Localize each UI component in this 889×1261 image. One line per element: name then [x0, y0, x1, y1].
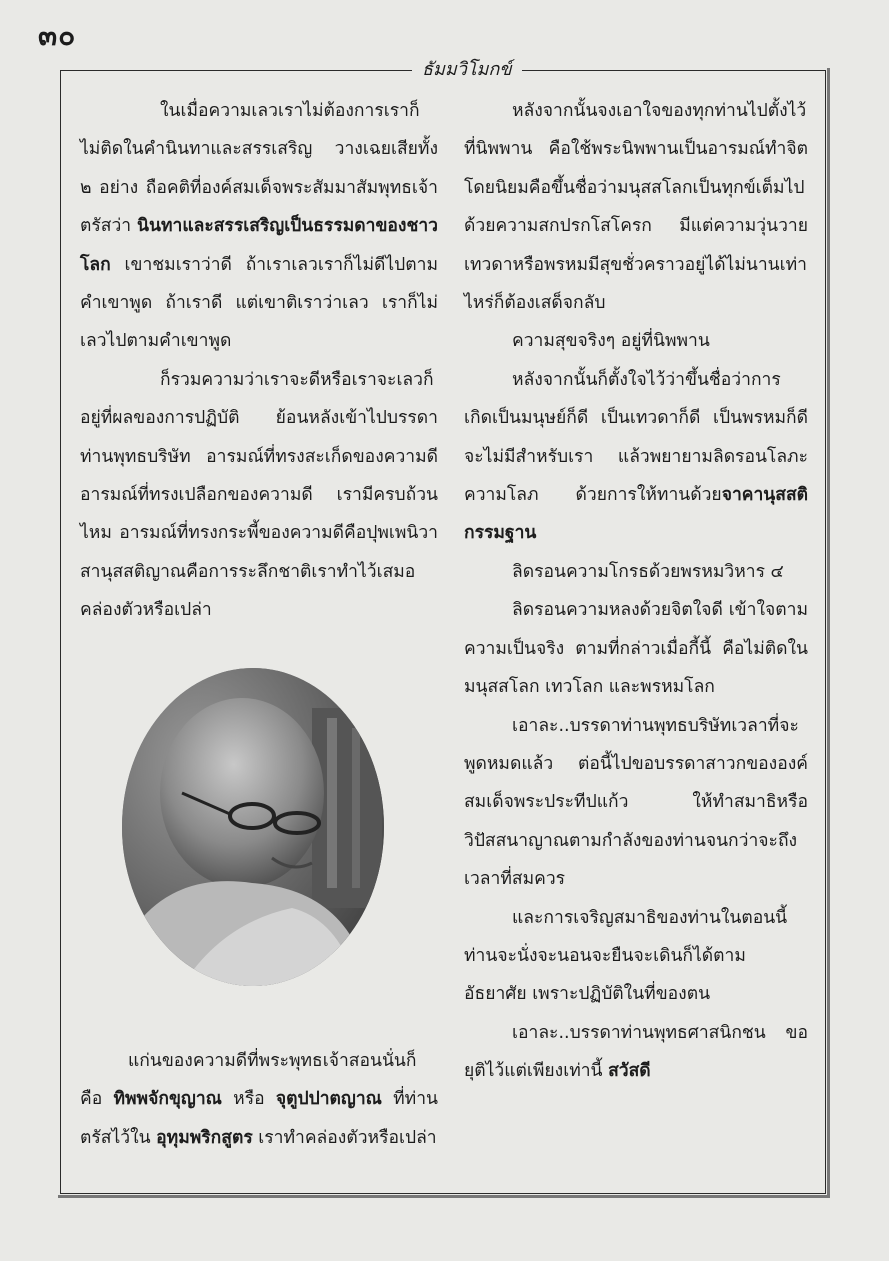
left-paragraph-1: ในเมื่อความเลวเราไม่ต้องการเราก็ไม่ติดในคำนินทาและสรรเสริญ วางเฉยเสียทั้ง ๒ อย่าง ถือคติที่องค์สมเด็จพระสัมมาสัมพุทธเจ้าตรัสว่า นินทาและสรรเสริญเป็นธรรมดาของชาวโลก เขาชมเราว่าดี ถ้าเราเลวเราก็ไม่ดีไปตามคำเขาพูด ถ้าเราดี แต่เขาติเราว่าเลว เราก็ไม่เลวไปตามคำเขาพูด: [80, 101, 438, 352]
right-paragraph-6: เอาละ..บรรดาท่านพุทธบริษัทเวลาที่จะพูดหมดแล้ว ต่อนี้ไปขอบรรดาสาวกขององค์สมเด็จพระประทีปแก้ว ให้ทำสมาธิหรือวิปัสสนาญาณตามกำลังของท่านจนกว่าจะถึงเวลาที่สมควร: [464, 715, 808, 890]
right-paragraph-5: ลิดรอนความหลงด้วยจิตใจดี เข้าใจตามความเป็นจริง ตามที่กล่าวเมื่อกี้นี้ คือไม่ติดในมนุสสโลก เทวโลก และพรหมโลก: [464, 600, 808, 698]
monk-portrait-photo: [122, 668, 384, 986]
right-column: [464, 92, 808, 1091]
bold-phrase: นินทาและสรรเสริญเป็นธรรมดาของชาวโลก: [80, 216, 438, 275]
page-number: ๓๐: [38, 19, 77, 52]
right-paragraph-7: และการเจริญสมาธิของท่านในตอนนี้ท่านจะนั่งจะนอนจะยืนจะเดินก็ได้ตามอัธยาศัย เพราะปฏิบัติในที่ของตน: [464, 907, 788, 1005]
right-paragraph-1: หลังจากนั้นจงเอาใจของทุกท่านไปตั้งไว้ที่นิพพาน คือใช้พระนิพพานเป็นอารมณ์ทำจิตโดยนิยมคือขึ้นชื่อว่ามนุสสโลกเป็นทุกข์เต็มไปด้วยความสกปรกโสโครก มีแต่ความวุ่นวาย เทวดาหรือพรหมมีสุขชั่วคราวอยู่ได้ไม่นานเท่าไหร่ก็ต้องเสด็จกลับ: [464, 101, 808, 314]
left-column: [80, 92, 438, 630]
right-paragraph-2: ความสุขจริงๆ อยู่ที่นิพพาน: [512, 331, 710, 352]
left-paragraph-3: แก่นของความดีที่พระพุทธเจ้าสอนนั่นก็คือ ทิพพจักขุญาณ หรือ จุตูปปาตญาณ ที่ท่านตรัสไว้ใน อุทุมพริกสูตร เราทำคล่องตัวหรือเปล่า: [80, 1051, 438, 1148]
left-column-bottom: [80, 1042, 438, 1157]
portrait-image: [122, 668, 384, 986]
left-paragraph-2: ก็รวมความว่าเราจะดีหรือเราจะเลวก็อยู่ที่ผลของการปฏิบัติ ย้อนหลังเข้าไปบรรดาท่านพุทธบริษัท อารมณ์ที่ทรงสะเก็ดของความดี อารมณ์ที่ทรงเปลือกของความดี เรามีครบถ้วนไหม อารมณ์ที่ทรงกระพี้ของความดีคือปุพเพนิวาสานุสสติญาณคือการระลึกชาติเราทำไว้เสมอ คล่องตัวหรือเปล่า: [80, 369, 438, 621]
right-paragraph-8: เอาละ..บรรดาท่านพุทธศาสนิกชน ขอยุติไว้แต่เพียงเท่านี้ สวัสดี: [464, 1022, 808, 1082]
right-paragraph-4: ลิดรอนความโกรธด้วยพรหมวิหาร ๔: [512, 561, 784, 582]
running-header: ธัมมวิโมกข์: [412, 54, 522, 83]
right-paragraph-3: หลังจากนั้นก็ตั้งใจไว้ว่าขึ้นชื่อว่าการเกิดเป็นมนุษย์ก็ดี เป็นเทวดาก็ดี เป็นพรหมก็ดี จะไม่มีสำหรับเรา แล้วพยายามลิดรอนโลภะ ความโลภ ด้วยการให้ทานด้วยจาคานุสสติกรรมฐาน: [464, 369, 808, 544]
